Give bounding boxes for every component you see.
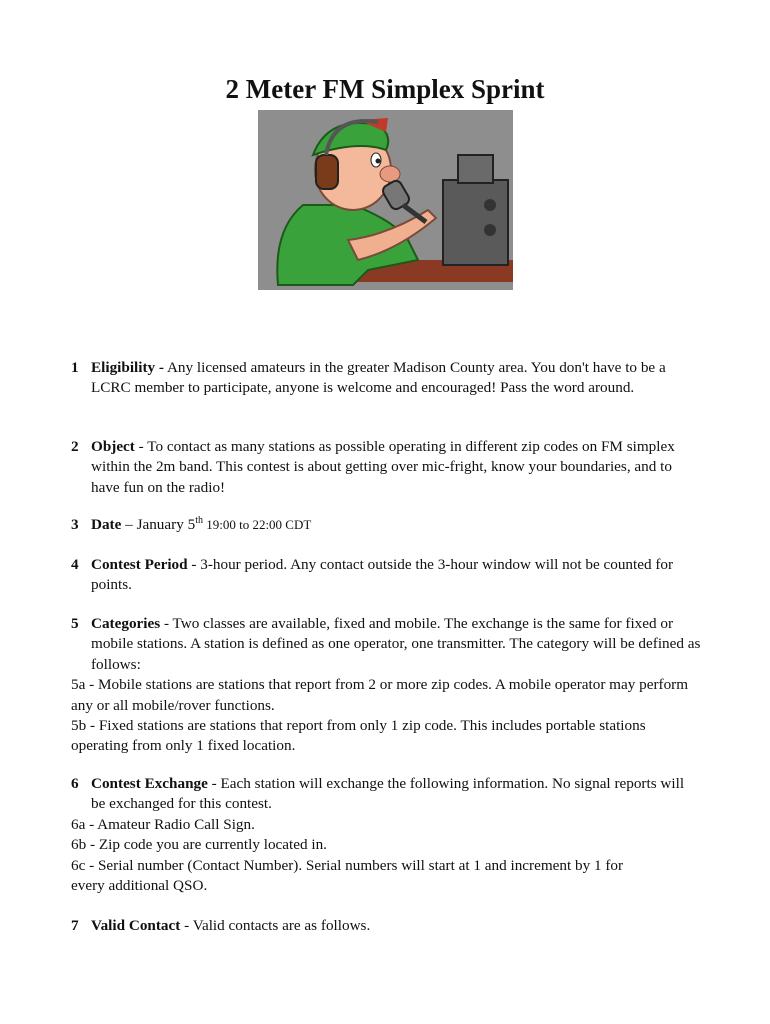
exchange-6a: 6a - Amateur Radio Call Sign. [71,815,255,833]
exchange-6c: 6c - Serial number (Contact Number). Serial numbers will start at 1 and increment by 1 for every additional QSO. [71,856,624,895]
section-number: 5 [71,615,79,632]
date-time-range: 19:00 to 22:00 CDT [202,517,312,532]
section-contest-exchange [71,774,701,896]
section-text: – January 5 [121,516,196,533]
section-categories [71,614,701,757]
section-text: - Each station will exchange the following information. No signal reports will be exchanged for this contest. [91,775,685,813]
section-heading: Valid Contact [91,917,181,934]
section-heading: Contest Exchange [91,775,208,792]
section-number: 3 [71,516,79,533]
section-eligibility [71,358,701,399]
section-text: - 3-hour period. Any contact outside the 3-hour window will not be counted for points. [91,556,674,594]
section-text: - Valid contacts are as follows. [180,917,371,934]
section-number: 6 [71,775,79,792]
section-object [71,437,701,498]
section-heading: Date [91,516,122,533]
section-text: - To contact as many stations as possible operating in different zip codes on FM simplex within the 2m band. This contest is about getting over mic-fright, know your boundaries, and to have fun on the radio! [91,438,675,496]
section-contest-period [71,555,701,596]
section-number: 7 [71,917,79,934]
section-date [71,515,701,535]
section-heading: Eligibility - [91,359,164,376]
section-text: Any licensed amateurs in the greater Madison County area. You don't have to be a LCRC member to participate, anyone is welcome and encouraged! Pass the word around. [91,359,666,397]
section-text: - Two classes are available, fixed and mobile. The exchange is the same for fixed or mobile stations. A station is defined as one operator, one transmitter. The category will be defined as follows: [91,615,701,673]
radio-operator-illustration [258,110,513,290]
section-valid-contact [71,916,701,936]
section-heading: Object [91,438,135,455]
section-number: 1 [71,359,79,376]
exchange-6b: 6b - Zip code you are currently located in. [71,836,327,854]
date-ordinal: th [195,514,203,526]
category-5b: 5b - Fixed stations are stations that report from only 1 zip code. This includes portable stations operating from only 1 fixed location. [71,717,646,755]
page-title: 2 Meter FM Simplex Sprint [225,74,545,104]
section-heading: Contest Period [91,556,188,573]
section-number: 4 [71,556,79,573]
section-number: 2 [71,438,79,455]
category-5a: 5a - Mobile stations are stations that report from 2 or more zip codes. A mobile operator may perform any or all mobile/rover functions. [71,676,689,714]
section-heading: Categories [91,615,161,632]
